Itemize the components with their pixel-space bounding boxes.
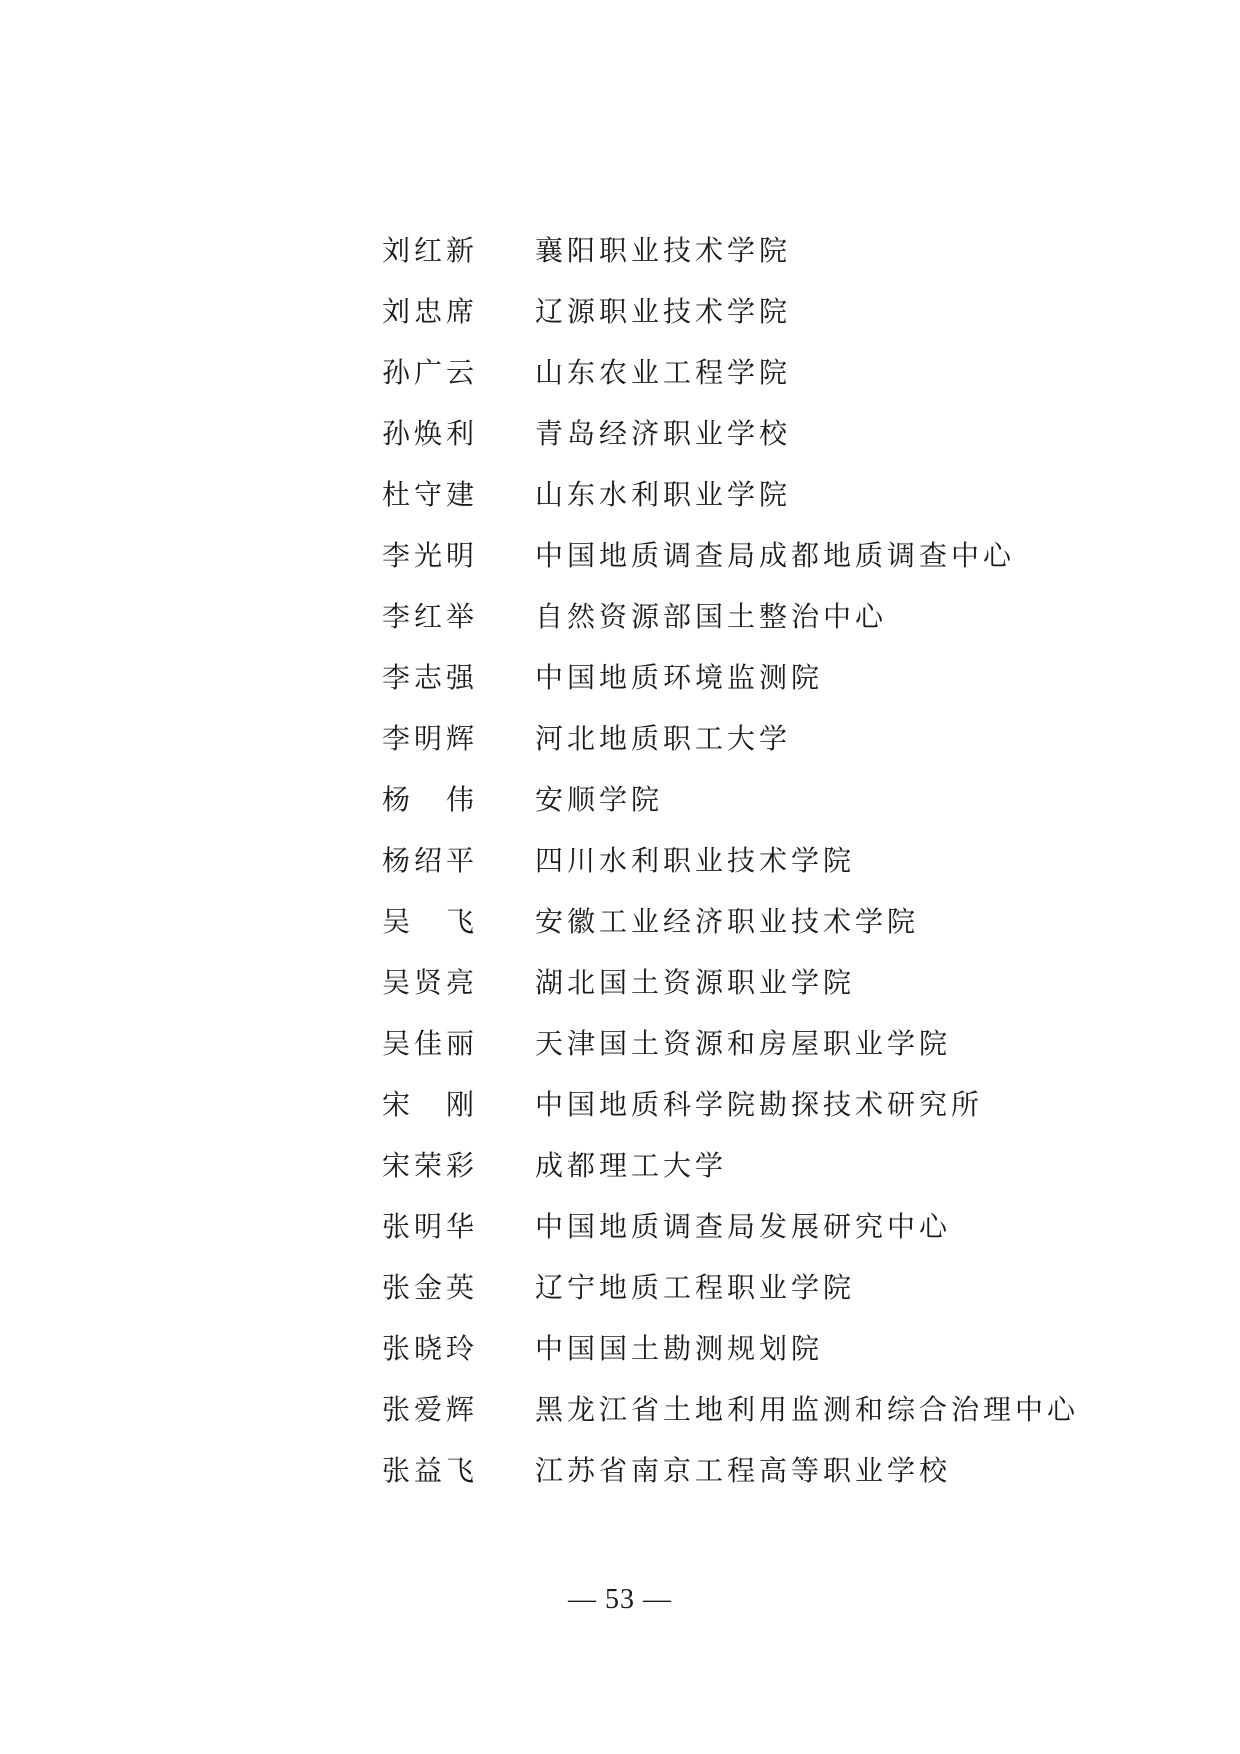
person-name: 吴 飞 <box>382 904 479 938</box>
list-item <box>382 401 1082 462</box>
organization-name: 安顺学院 <box>535 782 664 816</box>
organization-name: 黑龙江省土地利用监测和综合治理中心 <box>535 1392 1080 1426</box>
person-name: 李光明 <box>382 538 479 572</box>
list-item <box>382 950 1082 1011</box>
person-name: 张金英 <box>382 1270 479 1304</box>
person-name: 杨 伟 <box>382 782 479 816</box>
list-item <box>382 1011 1082 1072</box>
organization-name: 辽宁地质工程职业学院 <box>535 1270 856 1304</box>
person-name: 张益飞 <box>382 1453 479 1487</box>
organization-name: 中国地质调查局成都地质调查中心 <box>535 538 1016 572</box>
list-item <box>382 645 1082 706</box>
organization-name: 山东农业工程学院 <box>535 355 792 389</box>
list-item <box>382 1194 1082 1255</box>
organization-name: 江苏省南京工程高等职业学校 <box>535 1453 952 1487</box>
list-item <box>382 706 1082 767</box>
organization-name: 中国地质调查局发展研究中心 <box>535 1209 952 1243</box>
list-item <box>382 1377 1082 1438</box>
organization-name: 河北地质职工大学 <box>535 721 792 755</box>
list-item <box>382 1255 1082 1316</box>
organization-name: 青岛经济职业学校 <box>535 416 792 450</box>
person-name: 吴佳丽 <box>382 1026 479 1060</box>
person-name: 李红举 <box>382 599 479 633</box>
person-name: 张晓玲 <box>382 1331 479 1365</box>
organization-name: 自然资源部国土整治中心 <box>535 599 888 633</box>
list-item <box>382 462 1082 523</box>
organization-name: 天津国土资源和房屋职业学院 <box>535 1026 952 1060</box>
person-name: 李明辉 <box>382 721 479 755</box>
roster-list <box>382 218 1082 1499</box>
list-item <box>382 1316 1082 1377</box>
person-name: 孙焕利 <box>382 416 479 450</box>
list-item <box>382 218 1082 279</box>
organization-name: 辽源职业技术学院 <box>535 294 792 328</box>
organization-name: 四川水利职业技术学院 <box>535 843 856 877</box>
list-item <box>382 340 1082 401</box>
list-item <box>382 828 1082 889</box>
person-name: 刘红新 <box>382 233 479 267</box>
person-name: 宋荣彩 <box>382 1148 479 1182</box>
organization-name: 湖北国土资源职业学院 <box>535 965 856 999</box>
list-item <box>382 889 1082 950</box>
person-name: 杜守建 <box>382 477 479 511</box>
person-name: 李志强 <box>382 660 479 694</box>
person-name: 宋 刚 <box>382 1087 479 1121</box>
list-item <box>382 279 1082 340</box>
page-number: — 53 — <box>568 1584 672 1615</box>
organization-name: 中国地质科学院勘探技术研究所 <box>535 1087 984 1121</box>
list-item <box>382 1072 1082 1133</box>
person-name: 张明华 <box>382 1209 479 1243</box>
person-name: 刘忠席 <box>382 294 479 328</box>
organization-name: 安徽工业经济职业技术学院 <box>535 904 920 938</box>
organization-name: 襄阳职业技术学院 <box>535 233 792 267</box>
list-item <box>382 1133 1082 1194</box>
list-item <box>382 767 1082 828</box>
list-item <box>382 1438 1082 1499</box>
list-item <box>382 584 1082 645</box>
organization-name: 中国国土勘测规划院 <box>535 1331 824 1365</box>
organization-name: 成都理工大学 <box>535 1148 728 1182</box>
person-name: 杨绍平 <box>382 843 479 877</box>
organization-name: 山东水利职业学院 <box>535 477 792 511</box>
person-name: 吴贤亮 <box>382 965 479 999</box>
person-name: 孙广云 <box>382 355 479 389</box>
organization-name: 中国地质环境监测院 <box>535 660 824 694</box>
person-name: 张爱辉 <box>382 1392 479 1426</box>
list-item <box>382 523 1082 584</box>
